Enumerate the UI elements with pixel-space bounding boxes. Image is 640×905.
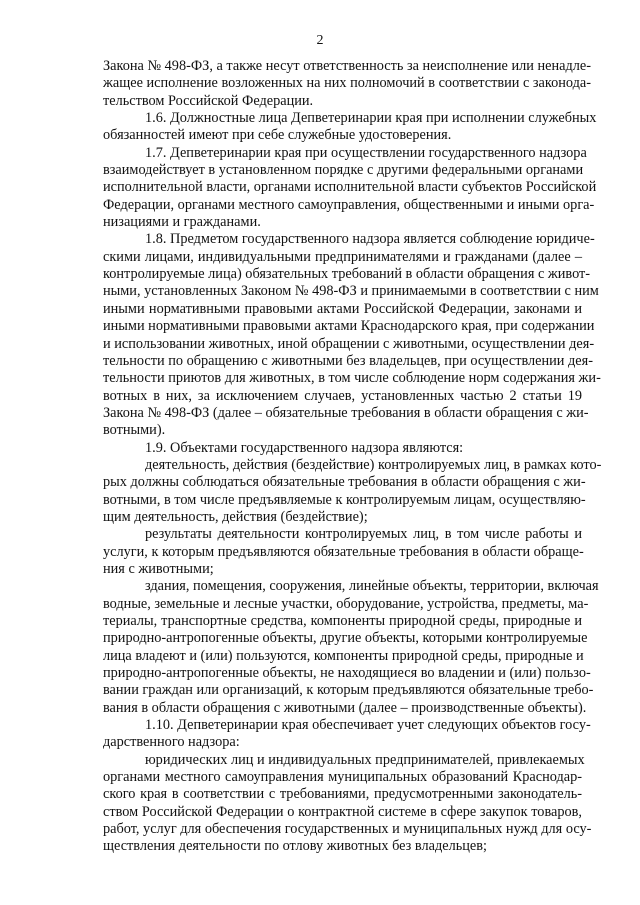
text-line: тельством Российской Федерации. bbox=[103, 92, 314, 109]
text-line: иными нормативными правовыми актами Российской Федерации, законами и bbox=[103, 300, 582, 317]
text-line: иными нормативными правовыми актами Краснодарского края, при содержании bbox=[103, 318, 595, 335]
text-line: контролируемые лица) обязательных требований в области обращения с живот- bbox=[103, 266, 591, 283]
text-line: 1.8. Предметом государственного надзора является соблюдение юридиче- bbox=[145, 231, 595, 248]
text-line: вотными, в том числе предъявляемые к контролируемым лицам, осуществляю- bbox=[103, 491, 586, 508]
text-line: ского края в соответствии с требованиями, предусмотренными законодатель- bbox=[103, 786, 582, 803]
text-line: 1.9. Объектами государственного надзора являются: bbox=[145, 439, 464, 456]
text-line: обязанностей имеют при себе служебные удостоверения. bbox=[103, 127, 452, 144]
text-line: ществления деятельности по отлову животных без владельцев; bbox=[103, 838, 487, 855]
text-line: результаты деятельности контролируемых лиц, в том числе работы и bbox=[145, 526, 582, 543]
text-line: скими лицами, индивидуальными предпринимателями и гражданами (далее – bbox=[103, 248, 582, 265]
text-line: тельности приютов для животных, в том числе соблюдение норм содержания жи- bbox=[103, 370, 601, 387]
text-line: низациями и гражданами. bbox=[103, 214, 261, 231]
document-body bbox=[103, 58, 602, 856]
text-line: вании граждан или организаций, к которым предъявляются обязательные требо- bbox=[103, 682, 594, 699]
text-line: органами местного самоуправления муниципальных образований Краснодар- bbox=[103, 769, 582, 786]
text-line: рых должны соблюдаться обязательные требования в области обращения с жи- bbox=[103, 474, 586, 491]
text-line: жащее исполнение возложенных на них полномочий в соответствии с законода- bbox=[103, 75, 591, 92]
text-line: тельности по обращению с животными без владельцев, при осуществлении дея- bbox=[103, 352, 593, 369]
text-line: взаимодействует в установленном порядке с другими федеральными органами bbox=[103, 162, 584, 179]
text-line: ния с животными; bbox=[103, 560, 214, 577]
text-line: природно-антропогенные объекты, другие объекты, которыми контролируемые bbox=[103, 630, 588, 647]
text-line: деятельность, действия (бездействие) контролируемых лиц, в рамках кото- bbox=[145, 456, 602, 473]
text-line: вотных в них, за исключением случаев, установленных частью 2 статьи 19 bbox=[103, 387, 582, 404]
text-line: вотными). bbox=[103, 422, 166, 439]
page-number: 2 bbox=[316, 33, 324, 48]
text-line: вания в области обращения с животными (далее – производственные объекты). bbox=[103, 699, 587, 716]
text-line: здания, помещения, сооружения, линейные объекты, территории, включая bbox=[145, 578, 599, 595]
text-line: природно-антропогенные объекты, не находящиеся во владении и (или) пользо- bbox=[103, 665, 591, 682]
text-line: 1.10. Депветеринарии края обеспечивает учет следующих объектов госу- bbox=[145, 717, 591, 734]
text-line: работ, услуг для обеспечения государственных и муниципальных нужд для осу- bbox=[103, 821, 592, 838]
text-line: Закона № 498-ФЗ, а также несут ответственность за неисполнение или ненадле- bbox=[103, 58, 591, 74]
text-line: и использовании животных, иной обращении с животными, осуществлении дея- bbox=[103, 335, 595, 352]
text-line: юридических лиц и индивидуальных предпринимателей, привлекаемых bbox=[145, 751, 585, 768]
text-line: ными, установленных Законом № 498-ФЗ и принимаемыми в соответствии с ним bbox=[103, 283, 599, 300]
text-line: исполнительной власти, органами исполнительной власти субъектов Российской bbox=[103, 179, 597, 196]
text-line: Федерации, органами местного самоуправления, общественными и иными орга- bbox=[103, 196, 595, 213]
text-line: Закона № 498-ФЗ (далее – обязательные требования в области обращения с жи- bbox=[103, 404, 589, 421]
text-line: лица владеют и (или) пользуются, компоненты природной среды, природные и bbox=[103, 647, 584, 664]
text-line: ством Российской Федерации о контрактной системе в сфере закупок товаров, bbox=[103, 803, 582, 820]
text-line: териалы, транспортные средства, компоненты природной среды, природные и bbox=[103, 613, 582, 629]
text-line: 1.6. Должностные лица Депветеринарии края при исполнении служебных bbox=[145, 110, 597, 127]
text-line: щим деятельность, действия (бездействие); bbox=[103, 508, 368, 525]
text-line: услуги, к которым предъявляются обязательные требования в области обраще- bbox=[103, 543, 584, 560]
text-line: водные, земельные и лесные участки, оборудование, устройства, предметы, ма- bbox=[103, 595, 589, 612]
text-line: дарственного надзора: bbox=[103, 734, 240, 751]
text-line: 1.7. Депветеринарии края при осуществлении государственного надзора bbox=[145, 144, 587, 161]
